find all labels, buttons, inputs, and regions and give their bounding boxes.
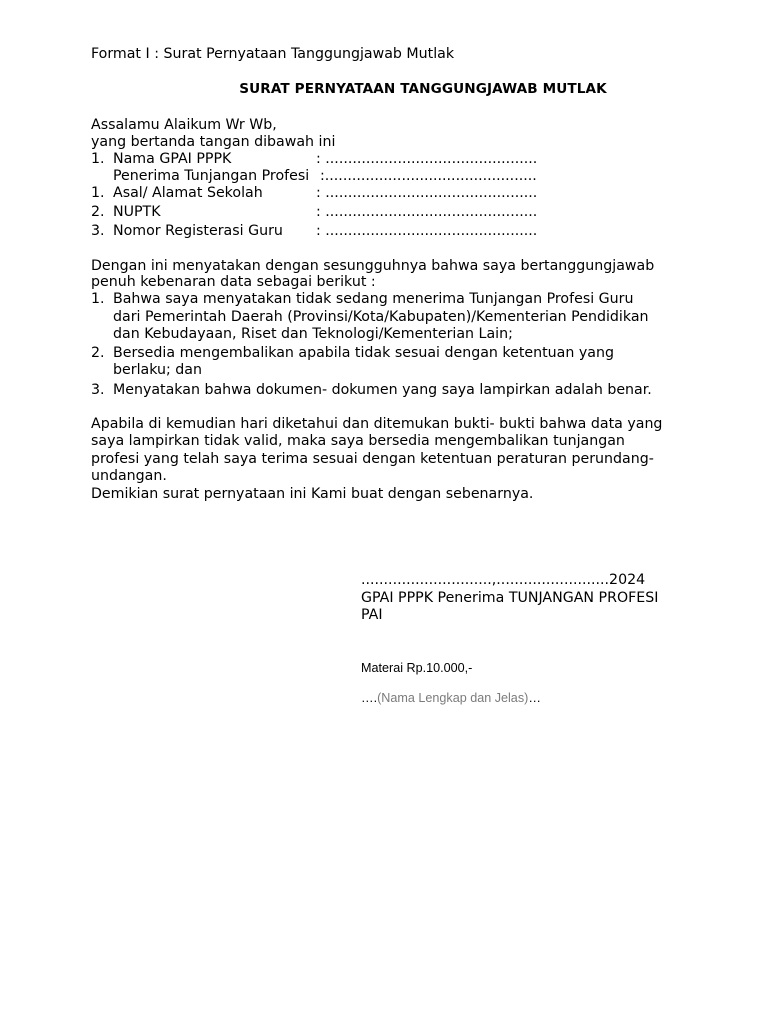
field-number: 1. xyxy=(91,151,105,167)
field-value: : ............................................... xyxy=(316,151,538,167)
signer-role: PAI xyxy=(361,607,383,623)
materai-label: Materai Rp.10.000,- xyxy=(361,661,473,675)
point-number: 1. xyxy=(91,291,105,307)
name-placeholder xyxy=(361,690,541,707)
name-suffix: … xyxy=(528,691,541,705)
closing-line: saya lampirkan tidak valid, maka saya bersedia mengembalikan tunjangan xyxy=(91,433,625,449)
point-text: dan Kebudayaan, Riset dan Teknologi/Kementerian Lain; xyxy=(113,326,513,342)
field-label: Asal/ Alamat Sekolah xyxy=(113,185,263,201)
name-prefix: …. xyxy=(361,691,378,705)
closing-line: profesi yang telah saya terima sesuai dengan ketentuan peraturan perundang- xyxy=(91,451,654,467)
name-placeholder-text: (Nama Lengkap dan Jelas) xyxy=(377,691,529,705)
closing-line: Apabila di kemudian hari diketahui dan ditemukan bukti- bukti bahwa data yang xyxy=(91,416,663,432)
signer-role: GPAI PPPK Penerima TUNJANGAN PROFESI xyxy=(361,590,659,606)
field-value: : ............................................... xyxy=(316,223,538,239)
point-text: Bahwa saya menyatakan tidak sedang menerima Tunjangan Profesi Guru xyxy=(113,291,634,307)
field-number: 3. xyxy=(91,223,105,239)
field-value: : ............................................... xyxy=(316,185,538,201)
point-text: berlaku; dan xyxy=(113,362,202,378)
date-line: .............................,.........................2024 xyxy=(361,572,646,588)
point-text: Bersedia mengembalikan apabila tidak sesuai dengan ketentuan yang xyxy=(113,345,614,361)
field-number: 2. xyxy=(91,204,105,220)
point-number: 2. xyxy=(91,345,105,361)
closing-line: undangan. xyxy=(91,468,167,484)
format-label: Format I : Surat Pernyataan Tanggungjawab Mutlak xyxy=(91,46,455,62)
point-text: dari Pemerintah Daerah (Provinsi/Kota/Kabupaten)/Kementerian Pendidikan xyxy=(113,309,649,325)
field-label: NUPTK xyxy=(113,204,161,220)
field-value: :............................................... xyxy=(320,168,537,184)
field-value: : ............................................... xyxy=(316,204,538,220)
statement-line: Dengan ini menyatakan dengan sesungguhnya bahwa saya bertanggungjawab xyxy=(91,258,655,274)
closing-line: Demikian surat pernyataan ini Kami buat dengan sebenarnya. xyxy=(91,486,534,502)
field-label: Nomor Registerasi Guru xyxy=(113,223,283,239)
document-title: SURAT PERNYATAAN TANGGUNGJAWAB MUTLAK xyxy=(239,81,607,97)
statement-line: penuh kebenaran data sebagai berikut : xyxy=(91,274,376,290)
point-number: 3. xyxy=(91,382,105,398)
field-label: Nama GPAI PPPK xyxy=(113,151,232,167)
greeting: Assalamu Alaikum Wr Wb, xyxy=(91,117,277,133)
field-number: 1. xyxy=(91,185,105,201)
intro-text: yang bertanda tangan dibawah ini xyxy=(91,134,336,150)
point-text: Menyatakan bahwa dokumen- dokumen yang saya lampirkan adalah benar. xyxy=(113,382,652,398)
field-label: Penerima Tunjangan Profesi xyxy=(113,168,310,184)
